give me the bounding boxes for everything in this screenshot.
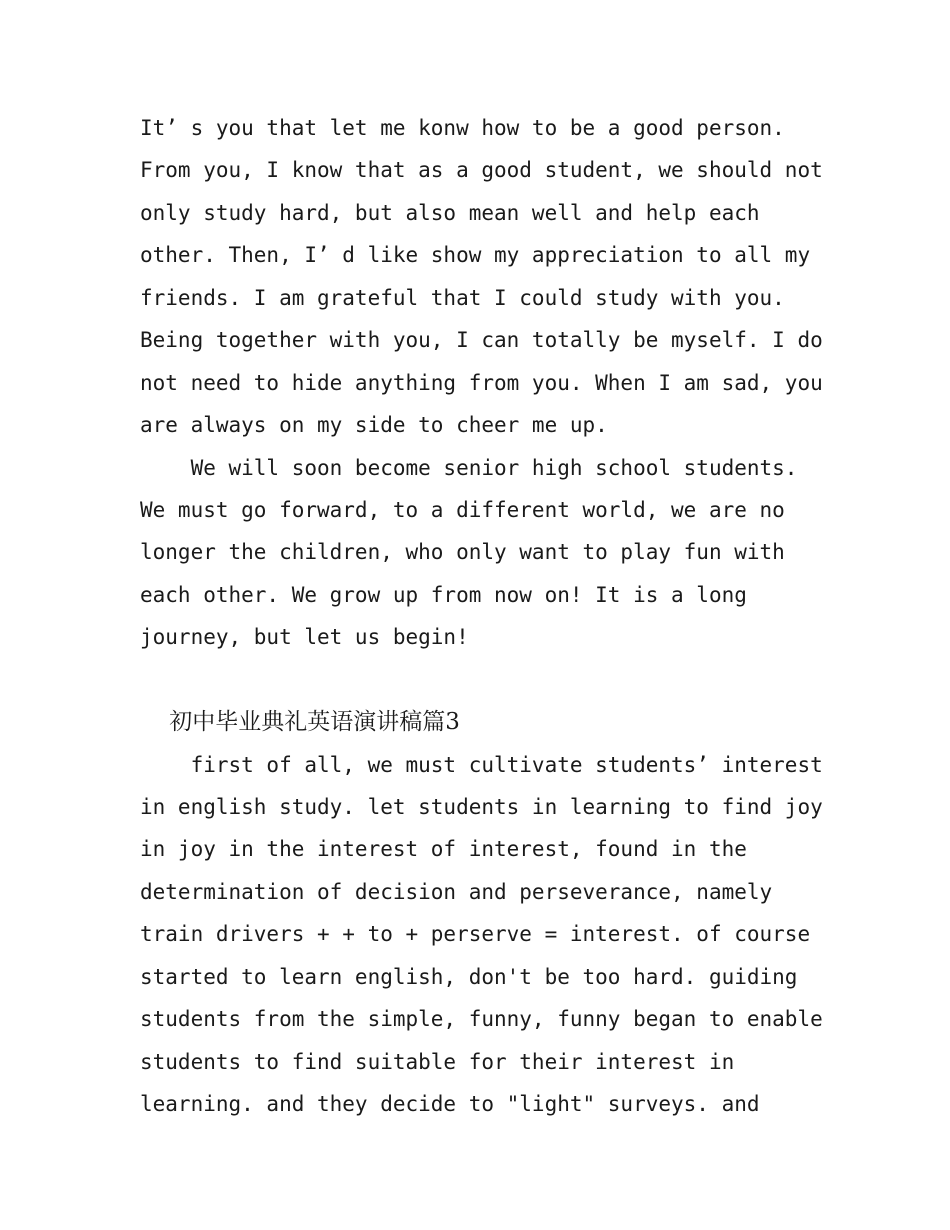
text-line: friends. I am grateful that I could study with you. bbox=[140, 285, 785, 310]
text-line: in english study. let students in learning to find joy bbox=[140, 795, 823, 819]
text-line: We will soon become senior high school students. bbox=[140, 455, 798, 480]
text-line: only study hard, but also mean well and help each bbox=[140, 200, 760, 225]
text-line: in joy in the interest of interest, found in the bbox=[140, 837, 747, 862]
text-line: We must go forward, to a different world, we are no bbox=[140, 497, 785, 522]
text-line: are always on my side to cheer me up. bbox=[140, 413, 608, 438]
text-line: It’ s you that let me konw how to be a good person. bbox=[140, 116, 785, 140]
text-line: determination of decision and perseverance, namely bbox=[140, 879, 773, 904]
text-line: learning. and they decide to "light" surveys. and bbox=[140, 1092, 760, 1117]
text-line: From you, I know that as a good student, we should not bbox=[140, 158, 823, 183]
text-line: Being together with you, I can totally be myself. I do bbox=[140, 328, 823, 353]
text-line: other. Then, I’ d like show my appreciation to all my bbox=[140, 243, 811, 268]
text-line: journey, but let us begin! bbox=[140, 625, 469, 650]
text-line: students to find suitable for their interest in bbox=[140, 1049, 735, 1074]
blank-line bbox=[140, 659, 830, 701]
text-line: first of all, we must cultivate students’ interest bbox=[140, 752, 823, 777]
text-line: students from the simple, funny, funny began to enable bbox=[140, 1007, 823, 1032]
text-line: each other. We grow up from now on! It is a long bbox=[140, 582, 747, 607]
text-line: train drivers + + to + perserve = interest. of course bbox=[140, 922, 811, 947]
section-heading: 初中毕业典礼英语演讲稿篇3 bbox=[140, 709, 460, 736]
text-line: longer the children, who only want to play fun with bbox=[140, 540, 785, 565]
text-line: started to learn english, don't be too hard. guiding bbox=[140, 964, 798, 989]
document-body bbox=[140, 107, 830, 1126]
text-line: not need to hide anything from you. When I am sad, you bbox=[140, 370, 823, 395]
